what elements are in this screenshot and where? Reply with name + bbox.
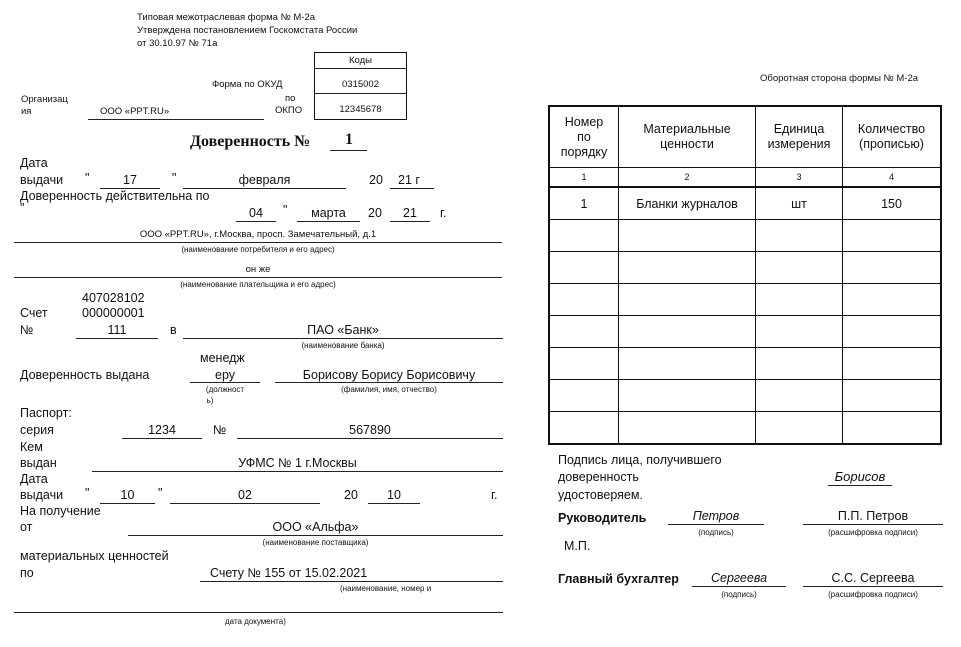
issued-to-label: Доверенность выдана	[20, 368, 150, 382]
consumer-caption: (наименование потребителя и его адрес)	[181, 245, 335, 254]
receive-from-label: от	[20, 520, 33, 534]
goods-table	[548, 105, 942, 445]
table-cell: 1	[549, 187, 619, 220]
header-text: (прописью)	[859, 137, 924, 151]
recipient-name-caption: (фамилия, имя, отчество)	[341, 385, 437, 394]
head-sign-caption: (подпись)	[698, 528, 734, 537]
table-cell	[843, 252, 942, 284]
issue-year: 21 г	[398, 173, 420, 187]
accountant-sign-caption: (подпись)	[721, 590, 757, 599]
table-cell	[756, 220, 843, 252]
recipient-name: Борисову Борису Борисовичу	[302, 368, 476, 382]
document-caption: (наименование, номер и	[340, 584, 432, 593]
column-number: 4	[843, 168, 942, 188]
table-cell	[549, 252, 619, 284]
account-in: в	[170, 323, 177, 337]
issued-by-value: УФМС № 1 г.Москвы	[238, 456, 357, 470]
header-text: Количество	[857, 122, 926, 136]
issued-by-label: Кем	[20, 440, 43, 454]
table-row	[549, 316, 941, 348]
passport-series-label: серия	[20, 423, 54, 437]
valid-month: марта	[311, 206, 346, 220]
header-cell	[843, 106, 942, 168]
okpo-label: ОКПО	[275, 105, 303, 116]
issue-day: 17	[123, 173, 137, 187]
issued-by-label-2: выдан	[20, 456, 57, 470]
consumer-value: ООО «PPT.RU», г.Москва, просп. Замечательный, д.1	[139, 229, 377, 240]
table-cell	[756, 380, 843, 412]
organization-label-2: ия	[21, 106, 32, 117]
table-cell	[549, 348, 619, 380]
form-approval-line: Утверждена постановлением Госкомстата России	[137, 25, 358, 36]
table-cell	[619, 348, 756, 380]
table-cell: шт	[756, 187, 843, 220]
form-date-line: от 30.10.97 № 71а	[137, 38, 218, 49]
table-cell	[756, 316, 843, 348]
document-number: 1	[345, 131, 353, 148]
header-text: Материальные	[643, 122, 731, 136]
column-number-row	[549, 168, 941, 188]
table-cell	[843, 316, 942, 348]
issue-date-label: Дата	[20, 156, 48, 170]
passport-year: 10	[387, 488, 401, 502]
table-cell: Бланки журналов	[619, 187, 756, 220]
passport-month: 02	[238, 488, 252, 502]
head-name: П.П. Петров	[837, 509, 909, 523]
passport-year-suffix: г.	[491, 488, 498, 502]
quote-mark: "	[85, 171, 90, 185]
table-header-row	[549, 106, 941, 168]
account-no-sign: №	[20, 323, 34, 337]
table-cell	[756, 348, 843, 380]
table-row	[549, 348, 941, 380]
bank-caption: (наименование банка)	[301, 341, 385, 350]
receive-label: На получение	[20, 504, 101, 518]
accountant-decode-caption: (расшифровка подписи)	[828, 590, 918, 599]
account-label: Счет	[20, 306, 48, 320]
table-cell	[619, 380, 756, 412]
table-row	[549, 380, 941, 412]
okud-label: Форма по ОКУД	[212, 79, 283, 90]
payer-value: он же	[245, 264, 271, 275]
header-cell	[619, 106, 756, 168]
passport-day: 10	[120, 488, 135, 502]
accountant-name: С.С. Сергеева	[831, 571, 915, 585]
table-cell	[549, 380, 619, 412]
table-cell	[843, 220, 942, 252]
table-cell	[619, 220, 756, 252]
account-number-1: 407028102	[82, 291, 145, 305]
signature-text-2: доверенность	[558, 470, 639, 484]
table-row	[549, 220, 941, 252]
document-basis: Счету № 155 от 15.02.2021	[210, 566, 368, 580]
column-number: 1	[549, 168, 619, 188]
supplier-value: ООО «Альфа»	[272, 520, 359, 534]
table-cell	[549, 412, 619, 445]
passport-date-label-2: выдачи	[20, 488, 64, 502]
table-row	[549, 252, 941, 284]
table-cell	[756, 284, 843, 316]
passport-no-label: №	[213, 423, 227, 437]
header-text: по	[577, 129, 591, 144]
material-values-label: материальных ценностей	[20, 549, 169, 563]
quote-mark: "	[283, 203, 288, 217]
head-decode-caption: (расшифровка подписи)	[828, 528, 918, 537]
position-value: менедж	[200, 351, 245, 365]
table-cell: 150	[843, 187, 942, 220]
supplier-caption: (наименование поставщика)	[262, 538, 369, 547]
document-title: Доверенность №	[190, 133, 311, 150]
accountant-signature: Сергеева	[710, 571, 768, 585]
table-cell	[549, 284, 619, 316]
table-cell	[756, 412, 843, 445]
table-cell	[619, 316, 756, 348]
table-cell	[843, 412, 942, 445]
accountant-label: Главный бухгалтер	[558, 572, 679, 586]
organization-value: ООО «PPT.RU»	[100, 106, 170, 117]
header-text: измерения	[767, 137, 831, 151]
column-number: 2	[619, 168, 756, 188]
passport-label: Паспорт:	[20, 406, 72, 420]
header-text: Номер	[564, 114, 604, 129]
table-cell	[619, 284, 756, 316]
passport-number: 567890	[349, 423, 391, 437]
column-number: 3	[756, 168, 843, 188]
header-cell	[549, 106, 619, 168]
table-row	[549, 187, 941, 220]
okpo-label-po: по	[285, 93, 296, 104]
table-cell	[549, 220, 619, 252]
valid-year-prefix: 20	[368, 206, 382, 220]
quote-mark: "	[20, 201, 25, 215]
table-cell	[843, 348, 942, 380]
signature-text-1: Подпись лица, получившего	[558, 453, 722, 467]
valid-year-suffix: г.	[440, 206, 447, 220]
bank-name: ПАО «Банк»	[307, 323, 379, 337]
table-row	[549, 412, 941, 445]
quote-mark: "	[172, 171, 177, 185]
codes-label: Коды	[349, 55, 372, 66]
issue-year-prefix: 20	[369, 173, 383, 187]
issue-month: февраля	[238, 173, 291, 187]
table-row	[549, 284, 941, 316]
material-values-po: по	[20, 566, 34, 580]
position-value-2: еру	[215, 368, 236, 382]
head-signature: Петров	[692, 509, 740, 523]
table-cell	[619, 412, 756, 445]
receiver-signature: Борисов	[834, 469, 886, 484]
account-number-3: 111	[107, 323, 127, 337]
passport-series: 1234	[148, 423, 176, 437]
header-text: порядку	[560, 144, 608, 159]
signature-text-3: удостоверяем.	[558, 488, 643, 502]
okpo-value: 12345678	[339, 104, 382, 115]
payer-caption: (наименование плательщика и его адрес)	[180, 280, 336, 289]
passport-date-label: Дата	[20, 472, 48, 486]
header-cell	[756, 106, 843, 168]
back-side-title: Оборотная сторона формы № М-2а	[760, 73, 919, 84]
position-caption-2: ь)	[206, 396, 214, 405]
stamp-mark: М.П.	[564, 539, 591, 553]
header-text: ценности	[660, 137, 714, 151]
valid-until-label: Доверенность действительна по	[20, 189, 210, 203]
quote-mark: "	[85, 486, 90, 500]
table-cell	[549, 316, 619, 348]
account-number-2: 000000001	[82, 306, 145, 320]
header-text: Единица	[773, 122, 825, 136]
head-label: Руководитель	[558, 511, 647, 525]
valid-day: 04	[249, 206, 263, 220]
table-cell	[843, 380, 942, 412]
position-caption: (должност	[205, 385, 245, 394]
quote-mark: "	[158, 486, 163, 500]
table-cell	[756, 252, 843, 284]
organization-label: Организац	[21, 94, 68, 105]
document-date-caption: дата документа)	[225, 617, 286, 626]
table-cell	[843, 284, 942, 316]
passport-year-prefix: 20	[344, 488, 358, 502]
table-cell	[619, 252, 756, 284]
form-type-line: Типовая межотраслевая форма № М-2а	[137, 12, 316, 23]
valid-year: 21	[403, 206, 417, 220]
issue-date-label-2: выдачи	[20, 173, 64, 187]
okud-value: 0315002	[342, 79, 379, 90]
